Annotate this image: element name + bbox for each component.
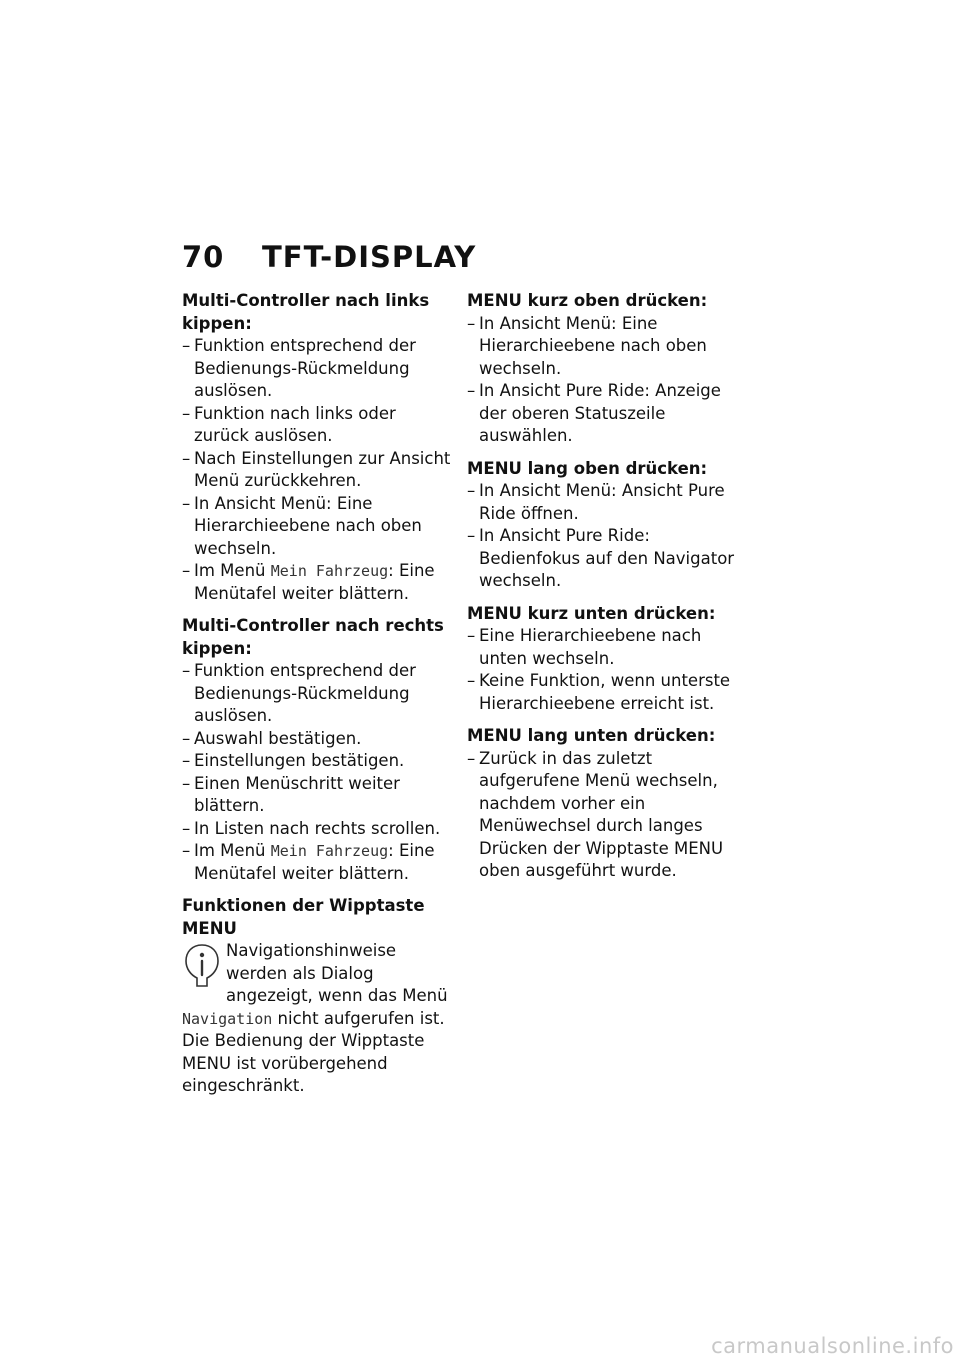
item-text: Im Menü — [194, 561, 271, 580]
section-heading: Multi-Controller nach rechts kippen: — [182, 616, 444, 658]
list-item: – Funktion nach links oder zurück auslösen. — [182, 403, 454, 448]
section-heading: Funktionen der Wipptaste MENU — [182, 896, 425, 938]
right-column — [467, 290, 739, 893]
item-list — [182, 660, 454, 885]
list-item: – In Ansicht Menü: Eine Hierarchieebene nach oben wechseln. — [467, 313, 739, 381]
list-item: – Zurück in das zuletzt aufgerufene Menü wechseln, nachdem vorher ein Menüwechsel durch langes Drücken der Wipptaste MENU oben ausgeführt wurde. — [467, 748, 739, 883]
section-heading: MENU kurz unten drücken: — [467, 603, 716, 623]
item-list — [467, 313, 739, 448]
note-text: Navigationshinweise werden als Dialog angezeigt, wenn das Menü — [226, 941, 448, 1005]
section-wipptaste — [182, 895, 454, 1098]
section-rechts-kippen — [182, 615, 454, 885]
section-heading: MENU lang unten drücken: — [467, 726, 716, 745]
section-lang-oben — [467, 458, 739, 593]
section-kurz-unten — [467, 603, 739, 716]
section-links-kippen — [182, 290, 454, 605]
section-kurz-oben — [467, 290, 739, 448]
note-text: nicht aufgerufen ist. Die Bedienung der Wipptaste MENU ist vorübergehend eingeschränkt. — [182, 1008, 445, 1095]
page-header — [182, 240, 476, 274]
list-item: – Eine Hierarchieebene nach unten wechseln. — [467, 625, 739, 670]
menu-code: Mein Fahrzeug — [270, 562, 389, 580]
list-item — [182, 840, 454, 885]
watermark-text: carmanualsonline.info — [711, 1334, 954, 1358]
list-item: – Einen Menüschritt weiter blättern. — [182, 773, 454, 818]
section-heading: Multi-Controller nach links kippen: — [182, 291, 430, 333]
list-item: – In Ansicht Menü: Ansicht Pure Ride öffnen. — [467, 480, 739, 525]
section-lang-unten — [467, 725, 739, 883]
list-item: – Auswahl bestätigen. — [182, 728, 454, 751]
section-heading: MENU lang oben drücken: — [467, 458, 708, 478]
list-item: – Funktion entsprechend der Bedienungs-Rückmeldung auslösen. — [182, 335, 454, 403]
list-item: – In Listen nach rechts scrollen. — [182, 818, 454, 841]
menu-code: Navigation — [182, 1009, 273, 1028]
item-text: : Eine Menütafel weiter blättern. — [194, 561, 435, 603]
item-text: : Eine Menütafel weiter blättern. — [194, 841, 435, 883]
page-number: 70 — [182, 240, 225, 274]
list-item: – Funktion entsprechend der Bedienungs-Rückmeldung auslösen. — [182, 660, 454, 728]
item-list — [467, 625, 739, 715]
info-icon — [182, 942, 222, 990]
page-title: TFT-DISPLAY — [262, 240, 477, 274]
item-list — [467, 748, 739, 883]
list-item: – In Ansicht Pure Ride: Bedienfokus auf den Navigator wechseln. — [467, 525, 739, 593]
list-item: – In Ansicht Pure Ride: Anzeige der oberen Statuszeile auswählen. — [467, 380, 739, 448]
list-item: – Nach Einstellungen zur Ansicht Menü zurückkehren. — [182, 448, 454, 493]
list-item — [182, 560, 454, 605]
list-item: – Keine Funktion, wenn unterste Hierarchieebene erreicht ist. — [467, 670, 739, 715]
item-list — [182, 335, 454, 605]
item-list — [467, 480, 739, 593]
list-item: – In Ansicht Menü: Eine Hierarchieebene nach oben wechseln. — [182, 493, 454, 561]
left-column — [182, 290, 454, 1108]
section-heading: MENU kurz oben drücken: — [467, 291, 708, 310]
info-note — [182, 940, 454, 1098]
item-text: Im Menü — [194, 841, 271, 860]
menu-code: Mein Fahrzeug — [270, 842, 389, 860]
list-item: – Einstellungen bestätigen. — [182, 750, 454, 773]
